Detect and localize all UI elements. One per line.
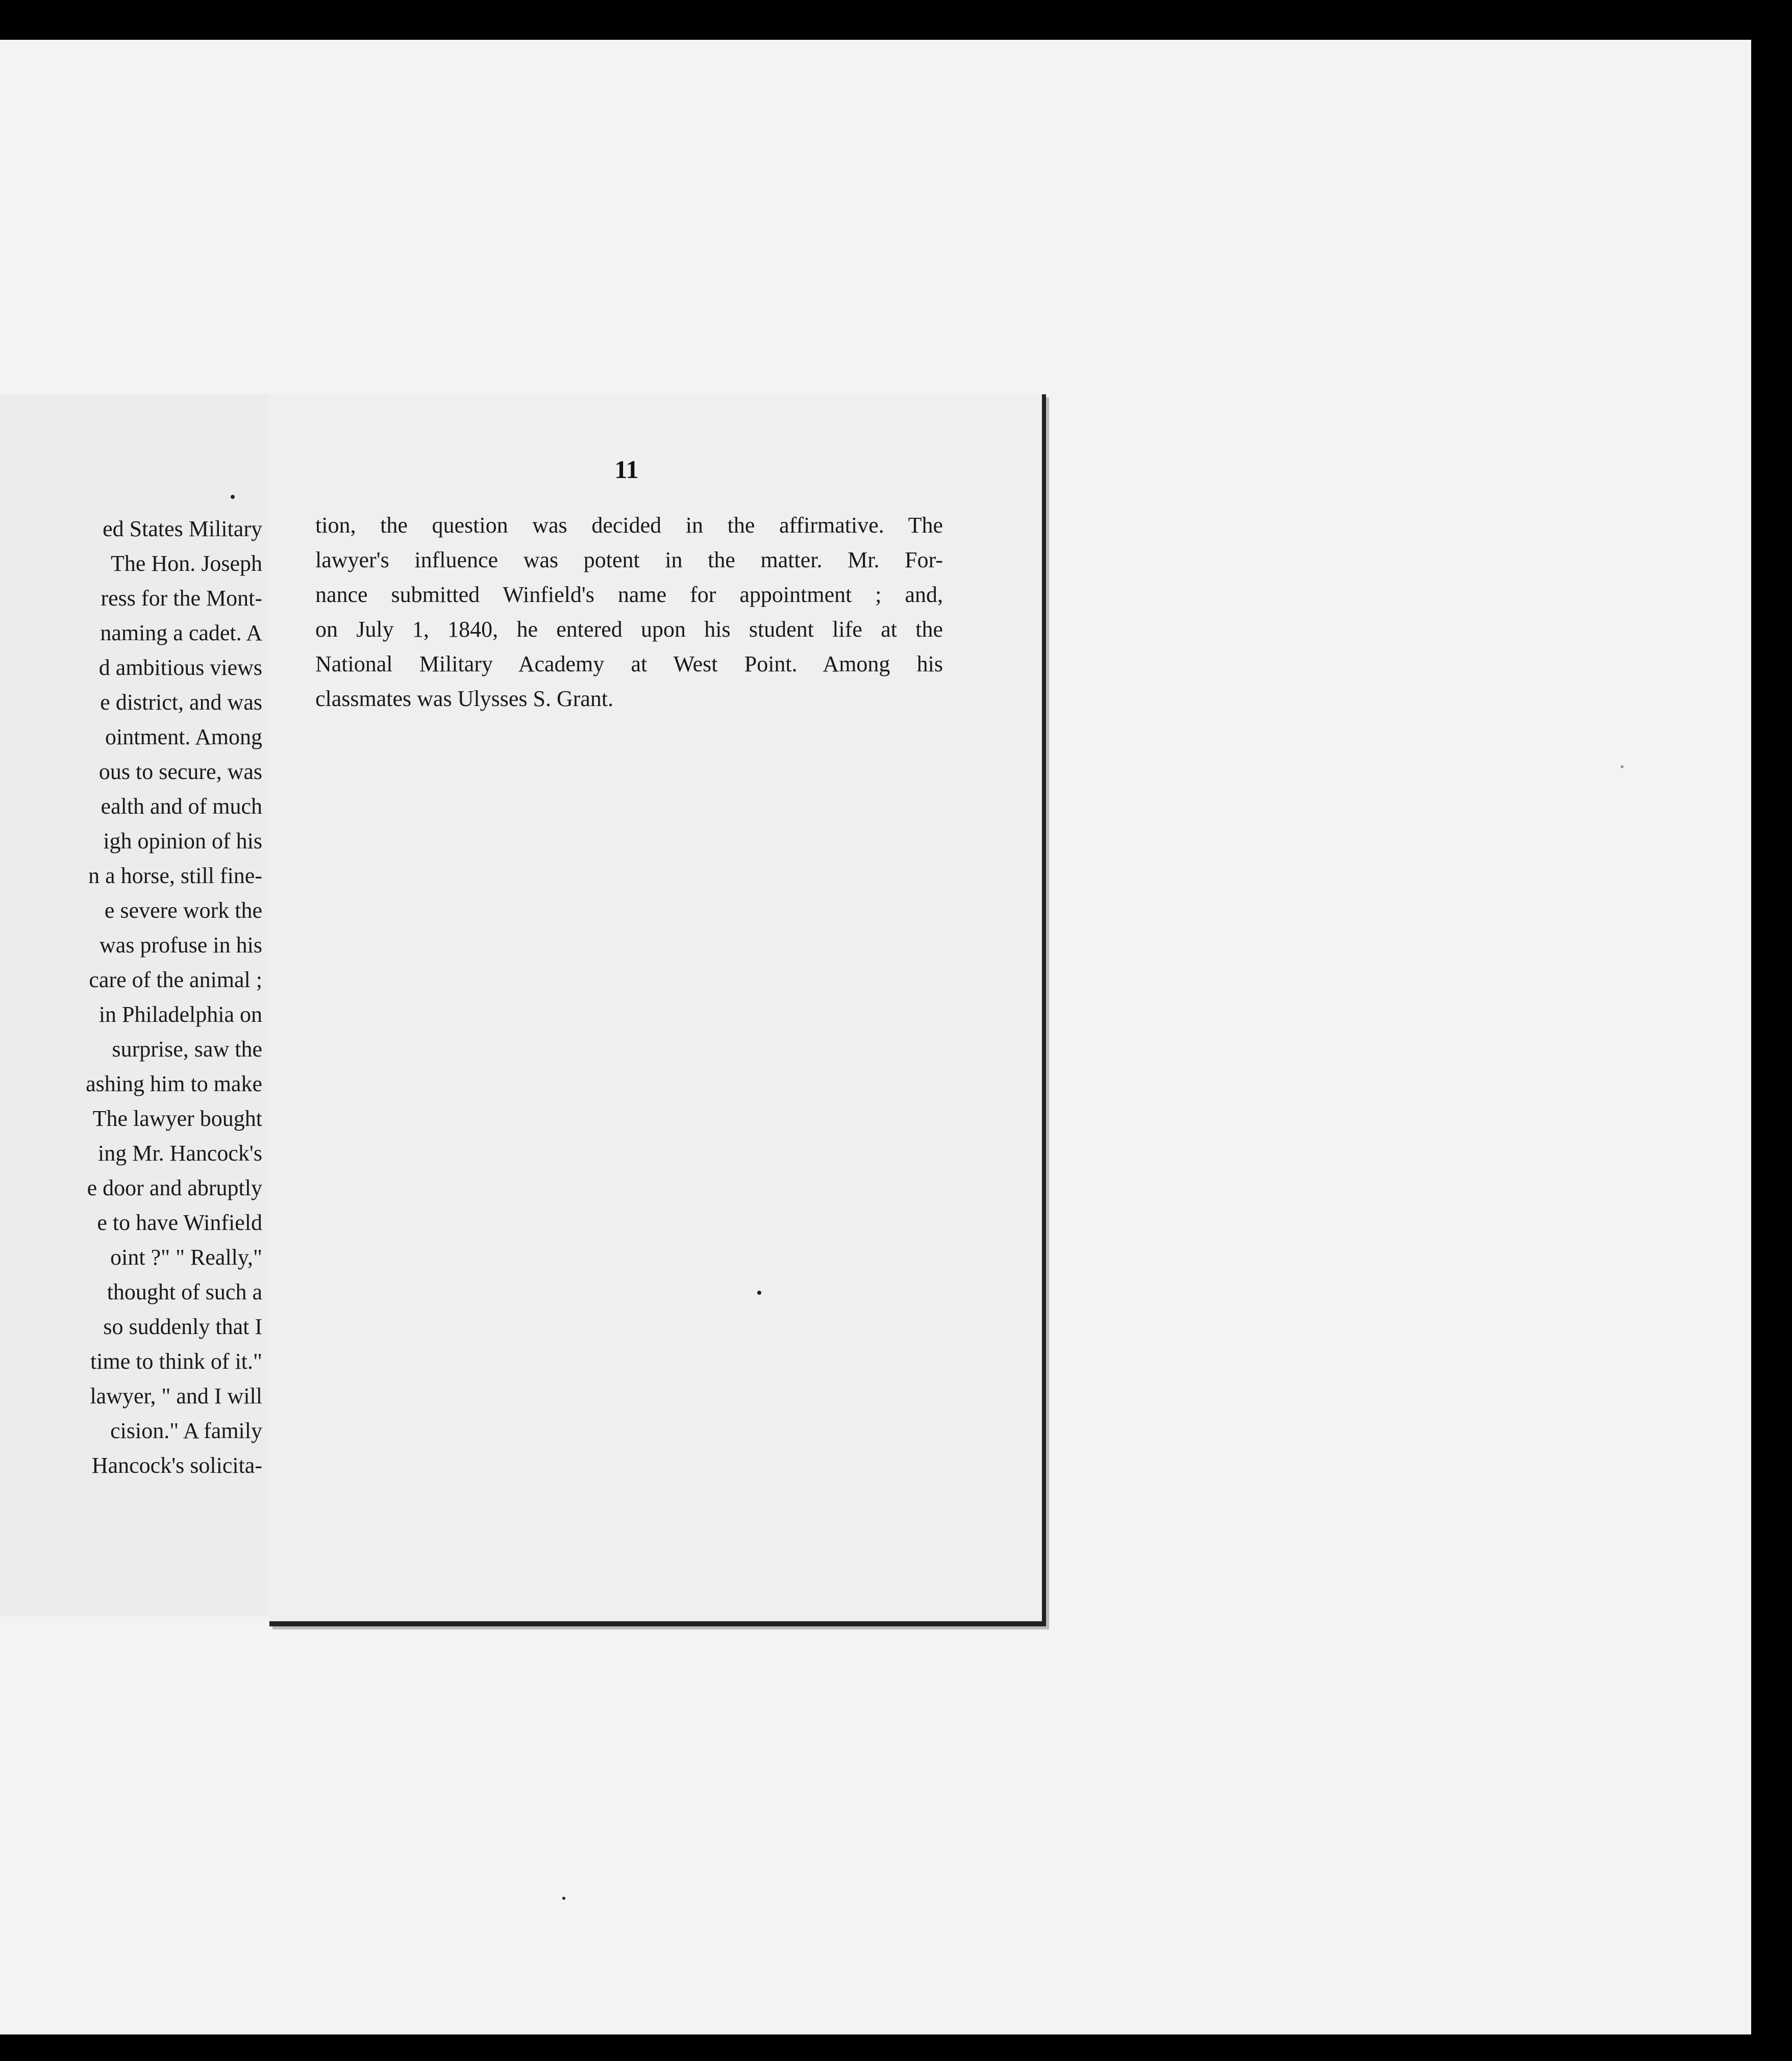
text-line: naming a cadet. A bbox=[100, 620, 262, 645]
dust-speck bbox=[757, 1291, 761, 1295]
text-line: ous to secure, was bbox=[98, 759, 262, 784]
right-page bbox=[269, 394, 1046, 1626]
text-line: thought of such a bbox=[107, 1279, 262, 1304]
text-line: National Military Academy at West Point. Among his bbox=[315, 651, 943, 676]
text-line: e district, and was bbox=[100, 690, 262, 715]
text-line: e to have Winfield bbox=[97, 1210, 262, 1235]
text-line: e severe work the bbox=[104, 898, 262, 923]
text-line: was profuse in his bbox=[99, 933, 262, 958]
text-line: time to think of it." bbox=[90, 1349, 262, 1374]
text-line: oint ?" " Really," bbox=[110, 1245, 262, 1270]
text-line: in Philadelphia on bbox=[98, 1002, 262, 1027]
text-line: ealth and of much bbox=[101, 794, 262, 819]
text-line: surprise, saw the bbox=[112, 1037, 262, 1062]
scan-border-bottom bbox=[0, 2034, 1792, 2061]
text-line: d ambitious views bbox=[98, 655, 262, 680]
text-line: tion, the question was decided in the affirmative. The bbox=[315, 513, 943, 538]
text-line: igh opinion of his bbox=[103, 828, 262, 853]
left-page bbox=[0, 394, 272, 1616]
text-line: The lawyer bought bbox=[92, 1106, 262, 1131]
text-line: lawyer, " and I will bbox=[90, 1384, 262, 1409]
scan-border-right bbox=[1751, 0, 1792, 2061]
text-line: on July 1, 1840, he entered upon his student life at the bbox=[315, 617, 943, 642]
text-line: ointment. Among bbox=[105, 724, 262, 749]
text-line: lawyer's influence was potent in the matter. Mr. For- bbox=[315, 547, 943, 572]
dust-speck bbox=[562, 1897, 565, 1900]
text-line: ing Mr. Hancock's bbox=[98, 1141, 262, 1166]
text-line: cision." A family bbox=[110, 1418, 262, 1443]
text-line: Hancock's solicita- bbox=[91, 1453, 262, 1478]
text-line: classmates was Ulysses S. Grant. bbox=[315, 686, 614, 711]
text-line: The Hon. Joseph bbox=[111, 551, 262, 576]
text-line: ress for the Mont- bbox=[101, 586, 262, 611]
left-page-text bbox=[0, 512, 262, 1483]
text-line: care of the animal ; bbox=[89, 967, 262, 992]
scan-border-top bbox=[0, 0, 1792, 40]
text-line: ed States Military bbox=[103, 516, 262, 541]
text-line: nance submitted Winfield's name for appointment ; and, bbox=[315, 582, 943, 607]
page-number: 11 bbox=[614, 455, 639, 484]
text-line: n a horse, still fine- bbox=[88, 863, 262, 888]
right-page-text bbox=[315, 508, 943, 716]
text-line: ashing him to make bbox=[86, 1071, 262, 1096]
dust-speck bbox=[231, 495, 235, 499]
text-line: e door and abruptly bbox=[87, 1175, 262, 1200]
text-line: so suddenly that I bbox=[103, 1314, 262, 1339]
dust-speck bbox=[1621, 765, 1624, 768]
